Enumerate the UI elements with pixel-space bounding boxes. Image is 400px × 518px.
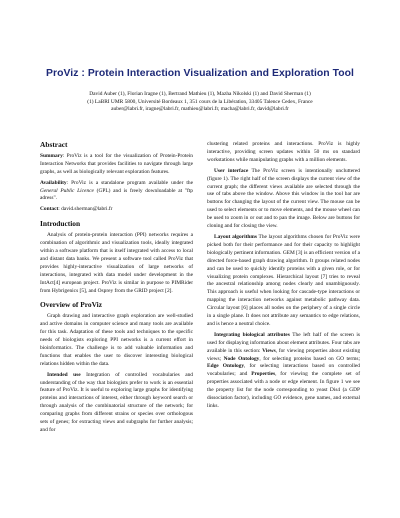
biological-attributes-label: Integrating biological attributes — [214, 331, 290, 338]
contact-paragraph — [40, 206, 193, 214]
availability-paragraph — [40, 180, 193, 204]
properties-text: , for viewing the complete set of properties associated with a node or edge element. In figure 1 we see the property list for the node corresponding to yeast Dis4 (a GDP dissociation factor), including GO evidence, gene names, and external links. — [207, 371, 360, 409]
views-text: , for viewing properties about existing views; — [207, 347, 361, 362]
intended-use-label: Intended use — [47, 371, 81, 378]
overview-paragraph: Graph drawing and interactive graph exploration are well-studied and active domains in computer science and many tools are available for this task. Adaptation of these tools and techniques to the specific needs of biologists exploring PPI networks is a current effort in bioinformatics. The challenge is to add valuable information and functions that enables the user to discover interesting biological relations hidden within the data. — [40, 313, 193, 367]
continued-paragraph: clustering related proteins and interactions. ProViz is highly interactive, providing screen updates within 50 ms on standard workstations while manipulating graphs with a million elements. — [207, 141, 360, 163]
introduction-heading: Introduction — [40, 219, 81, 229]
author-affiliation: (1) LaBRI UMR 5800, Université Bordeaux 1, 351 cours de la Libération, 33405 Talence Cedex, France — [87, 98, 313, 105]
layout-algorithms-label: Layout algorithms — [214, 233, 257, 240]
intended-use-paragraph — [40, 372, 193, 435]
node-ontology-text: , for selecting proteins based on GO terms; — [259, 355, 361, 362]
user-interface-label: User interface — [214, 167, 249, 174]
biological-attributes-paragraph — [207, 332, 360, 411]
layout-algorithms-paragraph — [207, 234, 360, 329]
license-name: General Public Licence — [40, 187, 94, 194]
contact-label: Contact — [40, 206, 59, 213]
edge-ontology-text: , for selecting interactions based on controlled vocabularies; and — [207, 363, 360, 378]
user-interface-text: The ProViz screen is intentionally uncluttered (figure 1). The right half of the screen displays the current view of the current graph; the different views available are selected through the use of tabs above the window. Above this window in the tool bar are buttons for changing the layout of the current view. The mouse can be used to select elements or to move elements, and the mouse wheel can be used to zoom in or out and to pan the image. Below are buttons for cloning and for closing the view. — [207, 167, 360, 230]
author-emails: auber@labri.fr, iragne@labri.fr, mathieu@labri.fr, macha@labri.fr, david@labri.fr — [111, 106, 289, 113]
summary-text: : ProViz is a tool for the visualization of Protein-Protein Interaction Networks that provides facilities to navigate through large graphs, as well as biologically relevant exploration features. — [40, 152, 193, 175]
biological-attributes-text: The left half of the screen is used for displaying information about element attributes. Four tabs are available in this section: — [207, 331, 360, 354]
properties-label: Properties — [251, 371, 276, 378]
availability-label: Availability — [40, 179, 67, 186]
edge-ontology-label: Edge Ontology — [207, 363, 245, 370]
views-tab-label: Views — [262, 347, 276, 354]
right-column — [207, 141, 360, 438]
contact-text: : david.sherman@labri.fr — [58, 206, 113, 213]
introduction-paragraph: Analysis of protein-protein interaction (PPI) networks requires a combination of algorithmic and visualization tools, ideally integrated within a software platform that is itself integrated with access to local and distant data banks. We present a software tool called ProViz that provides highly-interactive visualization of large networks of interactions, integrated with data model under development in the IntAct[4] european project. ProViz is similar in purpose to PIMRider from Hybrigenics [5], and Osprey from the GRID project [2]. — [40, 232, 193, 294]
layout-algorithms-text: The layout algorithms chosen for ProViz were picked both for their performance and for their capacity to highlight biologically pertinent information. GEM [3] is an efficient version of a directed force-based graph drawing algorithm. It groups related nodes and can be used to quickly identify proteins with a given role, or for visualizing protein complexes. Hierarchical layout [7] tries to reveal the ancestral relationship among nodes clearly and unambiguously. This approach is useful when looking for cascade-type interactions or mapping the interaction networks against metabolic pathway data. Circular layout [6] places all nodes on the periphery of a single circle in a single plane. It does not attribute any semantics to edge relations, and is hence a neutral choice. — [207, 233, 360, 327]
availability-text: : ProViz is a standalone program available under the — [66, 179, 193, 186]
paper-title: ProViz : Protein Interaction Visualization and Exploration Tool — [46, 68, 354, 79]
abstract-heading: Abstract — [40, 140, 68, 149]
two-column-body — [40, 141, 360, 438]
user-interface-paragraph — [207, 168, 360, 231]
summary-paragraph — [40, 153, 193, 177]
availability-text-end: (GPL) and is freely downloadable at "ftp adress". — [40, 187, 193, 202]
left-column — [40, 141, 193, 438]
overview-heading: Overview of ProViz — [40, 300, 102, 310]
summary-label: Summary — [40, 152, 63, 159]
author-list: David Auber (1), Florian Iragne (1), Bertrand Mathieu (1), Mazha Nikolski (1) and David Sherman (1) — [89, 91, 311, 97]
intended-use-text: Integration of controlled vocabularies and understanding of the way that biologists prefer to work is an essential feature of ProViz. It is useful to exploring large graphs for identifying proteins and interactions of interest, either through keyword search or through analysis of the combinatorial structure of the network; for comparing graphs from different strains or species over orthologous sets of genes; for extracting views and subgraphs for further analysis; and for — [40, 371, 193, 433]
node-ontology-label: Node Ontology — [223, 355, 260, 362]
